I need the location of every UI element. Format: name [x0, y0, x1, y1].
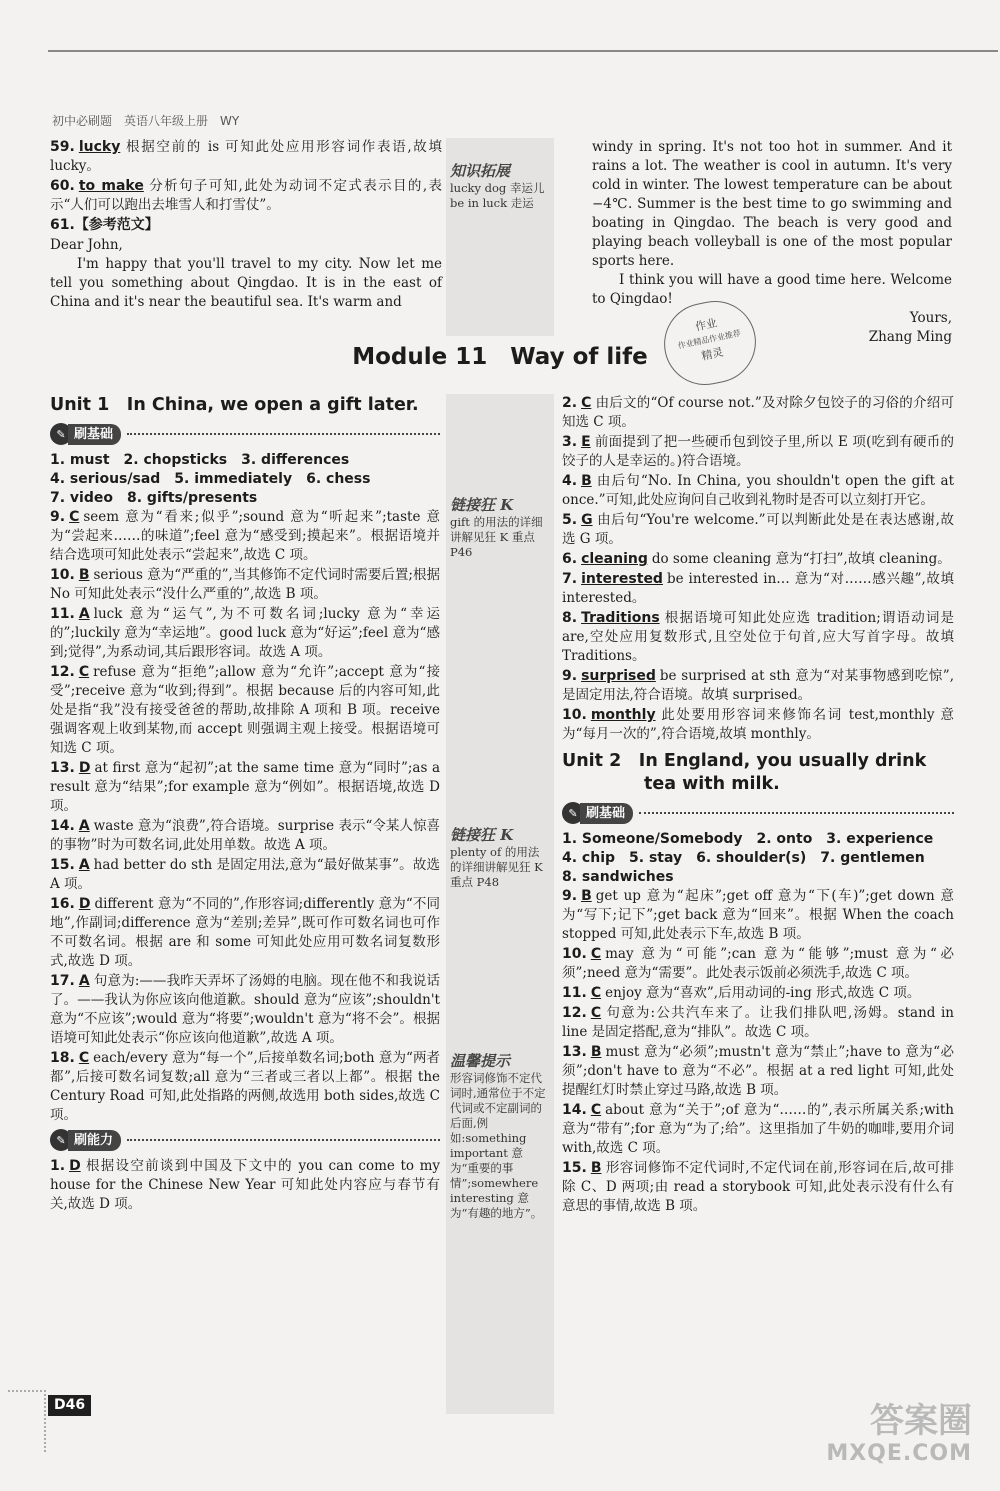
- basic-section-badge: ✎ 刷基础: [50, 423, 440, 445]
- answer-text: waste 意为“浪费”,符合语境。surprise 表示“令某人惊喜的事物”时为可数名词,此处用单数。故选 A 项。: [50, 818, 440, 853]
- answer-key: C: [590, 1102, 602, 1118]
- answer-text: 此处要用形容词来修饰名词 test,monthly 意为“每月一次的”,符合语境,故填 monthly。: [562, 707, 954, 742]
- answer-num: 15.: [50, 857, 75, 873]
- answer-item: [562, 609, 954, 666]
- answer-text: had better do sth 是固定用法,意为“最好做某事”。故选 A 项。: [50, 857, 440, 892]
- answer-num: 13.: [562, 1044, 587, 1060]
- answer-key: Traditions: [581, 610, 660, 626]
- answer-item: 59. lucky 根据空前的 is 可知此处应用形容词作表语,故填lucky。: [50, 139, 442, 174]
- top-rule: [48, 50, 998, 52]
- answer-key: surprised: [581, 668, 656, 684]
- letter-signature: Zhang Ming: [868, 329, 952, 345]
- answer-num: 1.: [50, 1158, 66, 1174]
- answer-num: 4.: [562, 473, 578, 489]
- link-block-1: [450, 498, 550, 560]
- answer-item: [562, 887, 954, 944]
- answer-num: 5.: [562, 512, 578, 528]
- answer-item: [562, 570, 954, 608]
- answer-num: 9.: [50, 509, 66, 525]
- answer-text: at first 意为“起初”;at the same time 意为“同时”;as a result 意为“结果”;for example 意为“例如”。根据语境,故选 D 项。: [50, 760, 440, 814]
- answer-key: A: [78, 606, 90, 622]
- answer-key: C: [590, 1005, 602, 1021]
- link1-body: gift 的用法的详细讲解见狂 K 重点 P46: [450, 515, 543, 559]
- corner-decoration: [8, 1390, 46, 1452]
- ability-section-badge: ✎ 刷能力: [50, 1129, 440, 1151]
- answer-item: [562, 1101, 954, 1158]
- answer-item: [50, 605, 440, 662]
- answer-key: D: [78, 896, 91, 912]
- answer-num: 10.: [562, 707, 587, 723]
- answer-text: luck 意为“运气”,为不可数名词;lucky 意为“幸运的”;luckily 意为“幸运地”。good luck 意为“好运”;feel 意为“感到;觉得”,为系动词,其后跟形容词。故选 A 项。: [50, 606, 440, 660]
- unit1-ability-list: [50, 1157, 440, 1214]
- unit1-answer-list: [50, 508, 440, 1125]
- answer-key: B: [581, 888, 592, 904]
- answer-key: E: [581, 434, 591, 450]
- module-title: Module 11 Way of life: [352, 344, 648, 370]
- answer-key: A: [78, 818, 90, 834]
- vocab-line: 7. video 8. gifts/presents: [50, 490, 258, 506]
- answer-num: 7.: [562, 571, 578, 587]
- pen-icon: ✎: [50, 1129, 72, 1151]
- answer-num: 15.: [562, 1160, 587, 1176]
- answer-key: monthly: [590, 707, 656, 723]
- answer-key: C: [590, 985, 602, 1001]
- answer-key: C: [69, 509, 80, 525]
- answer-item: [50, 817, 440, 855]
- answer-item: [562, 1159, 954, 1216]
- answer-num: 11.: [562, 985, 587, 1001]
- page-number: D46: [48, 1395, 91, 1416]
- answer-item: [562, 550, 954, 569]
- answer-text: 根据设空前谈到中国及下文中的 you can come to my house for the Chinese New Year 可知此处内容应与春节有关,故选 D 项。: [50, 1158, 440, 1212]
- answer-key: B: [581, 473, 592, 489]
- answer-num: 12.: [562, 1005, 587, 1021]
- answer-item: [562, 394, 954, 432]
- top-right-column: [592, 138, 952, 347]
- answer-num: 3.: [562, 434, 578, 450]
- letter-closing: Yours,: [909, 310, 952, 326]
- tip-block: [450, 1054, 550, 1221]
- answer-text: refuse 意为“拒绝”;allow 意为“允许”;accept 意为“接受”;receive 意为“收到;得到”。根据 because 后的内容可知,此处是指“我”没有接受爸爸的帮助,故排除 A 项和 B 项。receive 强调客观上收到某物,而 accept 则强调主观上接受。根据语境可知选 C 项。: [50, 664, 440, 756]
- answer-item: [50, 895, 440, 971]
- answer-key: A: [78, 973, 90, 989]
- answer-item: [50, 856, 440, 894]
- unit1-title: Unit 1 In China, we open a gift later.: [50, 395, 419, 415]
- answer-num: 9.: [562, 888, 578, 904]
- answer-item: [562, 1043, 954, 1100]
- vocab-line: 4. chip 5. stay 6. shoulder(s) 7. gentlemen: [562, 850, 925, 866]
- basic-section-badge: ✎ 刷基础: [562, 802, 954, 824]
- answer-key: C: [78, 1050, 90, 1066]
- unit2-title: Unit 2 In England, you usually drink tea with milk.: [562, 751, 927, 794]
- pen-icon: ✎: [50, 423, 72, 445]
- answer-text: 由后句“No. In China, you shouldn't open the gift at once.”可知,此处应询问自己收到礼物时是否可以立刻打开它。: [562, 473, 954, 508]
- answer-item: [50, 663, 440, 758]
- link-block-2: [450, 828, 550, 890]
- answer-num: 10.: [50, 567, 75, 583]
- answer-key: A: [78, 857, 90, 873]
- answer-num: 2.: [562, 395, 578, 411]
- pen-icon: ✎: [562, 802, 584, 824]
- link2-title: 链接狂 K: [450, 826, 514, 844]
- answer-key: B: [78, 567, 90, 583]
- answer-text: 由后文的“Of course not.”及对除夕包饺子的习俗的介绍可知选 C 项。: [562, 395, 954, 430]
- answer-num: 13.: [50, 760, 75, 776]
- letter-paragraph-1: I'm happy that you'll travel to my city. Now let me tell you something about Qingdao. It is in the east of China and it's near the beautiful sea. It's warm and: [50, 256, 442, 310]
- answer-text: 句意为:公共汽车来了。让我们排队吧,汤姆。stand in line 是固定搭配,意为“排队”。故选 C 项。: [562, 1005, 954, 1040]
- link-sidebar: [446, 394, 554, 1414]
- right-column: [562, 394, 954, 1217]
- answer-key: G: [581, 512, 593, 528]
- answer-text: be interested in… 意为“对……感兴趣”,故填 interested。: [562, 571, 954, 606]
- answer-item: [562, 984, 954, 1003]
- answer-text: about 意为“关于”;of 意为“……的”,表示所属关系;with 意为“带有”;for 意为“为了;给”。这里指加了牛奶的咖啡,要用介词 with,故选 C 项。: [562, 1102, 954, 1156]
- answer-text: 前面提到了把一些硬币包到饺子里,所以 E 项(吃到有硬币的饺子的人是幸运的。)符合语境。: [562, 434, 954, 469]
- vocab-line: 1. Someone/Somebody 2. onto 3. experience: [562, 831, 934, 847]
- answer-text: be surprised at sth 意为“对某事物感到吃惊”,是固定用法,符合语境。故填 surprised。: [562, 668, 954, 703]
- answer-text: do some cleaning 意为“打扫”,故填 cleaning。: [651, 551, 951, 567]
- top-left-column: [50, 138, 442, 312]
- unit2-answer-list: [562, 887, 954, 1216]
- answer-text: different 意为“不同的”,作形容词;differently 意为“不同地”,作副词;difference 意为“差别;差异”,既可作可数名词也可作不可数名词。根据 are 和 some 可知此处应用可数名词复数形式,故选 D 项。: [50, 896, 440, 969]
- answer-key: D: [78, 760, 91, 776]
- tip-title: 温馨提示: [450, 1052, 511, 1070]
- answer-key: B: [590, 1044, 602, 1060]
- answer-key: C: [78, 664, 90, 680]
- answer-item: [50, 972, 440, 1048]
- answer-num: 17.: [50, 973, 75, 989]
- letter-greeting: Dear John,: [50, 237, 123, 253]
- answer-text: seem 意为“看来;似乎”;sound 意为“听起来”;taste 意为“尝起来……的味道”;feel 意为“感受到;摸起来”。根据语境并结合选项可知此处表示“尝起来”,故选 C 项。: [50, 509, 440, 563]
- answer-num: 14.: [562, 1102, 587, 1118]
- answer-num: 9.: [562, 668, 578, 684]
- answer-item: [562, 472, 954, 510]
- answer-item: [562, 945, 954, 983]
- knowledge-body: lucky dog 幸运儿 be in luck 走运: [450, 181, 545, 210]
- answer-num: 14.: [50, 818, 75, 834]
- answer-num: 11.: [50, 606, 75, 622]
- answer-key: C: [581, 395, 592, 411]
- answer-item: 61.【参考范文】: [50, 217, 159, 233]
- knowledge-sidebar: [446, 138, 554, 336]
- answer-text: each/every 意为“每一个”,后接单数名词;both 意为“两者都”,后接可数名词复数;all 意为“三者或三者以上都”。根据 the Century Road 可知,此处指路的两侧,故选用 both sides,故选 C 项。: [50, 1050, 440, 1123]
- answer-num: 18.: [50, 1050, 75, 1066]
- watermark-logo: 答案圈 MXQE.COM: [826, 1401, 972, 1466]
- answer-text: get up 意为“起床”;get off 意为“下(车)”;get down 意为“写下;记下”;get back 意为“回来”。根据 When the coach stopped 可知,此处表示下车,故选 B 项。: [562, 888, 954, 942]
- answer-item: [562, 667, 954, 705]
- answer-item: [50, 1157, 440, 1214]
- knowledge-title: 知识拓展: [450, 162, 511, 180]
- answer-num: 12.: [50, 664, 75, 680]
- answer-item: [562, 433, 954, 471]
- answer-item: [50, 759, 440, 816]
- answer-text: serious 意为“严重的”,当其修饰不定代词时需要后置;根据 No 可知此处表示“没什么严重的”,故选 B 项。: [50, 567, 440, 602]
- answer-num: 6.: [562, 551, 578, 567]
- answer-item: [50, 508, 440, 565]
- vocab-line: 4. serious/sad 5. immediately 6. chess: [50, 471, 371, 487]
- answer-key: D: [69, 1158, 81, 1174]
- vocab-line: 1. must 2. chopsticks 3. differences: [50, 452, 350, 468]
- answer-item: [562, 706, 954, 744]
- answer-key: C: [590, 946, 602, 962]
- link2-body: plenty of 的用法的详细讲解见狂 K 重点 P48: [450, 845, 543, 889]
- letter-paragraph-2: I think you will have a good time here. Welcome to Qingdao!: [592, 272, 952, 307]
- answer-num: 8.: [562, 610, 578, 626]
- link1-title: 链接狂 K: [450, 496, 514, 514]
- answer-key: interested: [581, 571, 663, 587]
- letter-paragraph-1-continued: windy in spring. It's not too hot in summer. And it rains a lot. The weather is cool in autumn. It's very cold in winter. The lowest temperature can be about −4℃. Summer is the best time to go swimming and boating in Qingdao. The beach is very good and playing beach volleyball is one of the most popular sports here.: [592, 139, 952, 269]
- answer-text: 根据语境可知此处应选 tradition;谓语动词是 are,空处应用复数形式,且空处位于句首,应大写首字母。故填 Traditions。: [562, 610, 954, 664]
- unit1-right-answer-list: [562, 394, 954, 744]
- stamp-seal: 作业 作业精品作业推荐 精灵: [656, 293, 763, 392]
- tip-body: 形容词修饰不定代词时,通常位于不定代词或不定副词的后面,例如:something important 意为“重要的事情”;somewhere interesting 意为“有趣的地方”。: [450, 1071, 546, 1220]
- answer-num: 16.: [50, 896, 75, 912]
- answer-key: cleaning: [581, 551, 648, 567]
- answer-item: [562, 1004, 954, 1042]
- answer-key: B: [590, 1160, 602, 1176]
- vocab-line: 8. sandwiches: [562, 869, 674, 885]
- running-header: 初中必刷题 英语八年级上册 WY: [52, 114, 240, 128]
- answer-text: may 意为“可能”;can 意为“能够”;must 意为“必须”;need 意为“需要”。此处表示饭前必须洗手,故选 C 项。: [562, 946, 954, 981]
- answer-text: 句意为:——我昨天弄坏了汤姆的电脑。现在他不和我说话了。——我认为你应该向他道歉。should 意为“应该”;shouldn't 意为“不应该”;would 意为“将要”;wouldn't 意为“将不会”。根据语境可知此处表示“你应该向他道歉”,故选 A 项。: [50, 973, 440, 1046]
- left-column: [50, 394, 440, 1215]
- answer-text: must 意为“必须”;mustn't 意为“禁止”;have to 意为“必须”;don't have to 意为“不必”。根据 at a red light 可知,此处提醒红灯时禁止穿过马路,故选 B 项。: [562, 1044, 954, 1098]
- answer-text: 形容词修饰不定代词时,不定代词在前,形容词在后,故可排除 C、D 两项;由 read a storybook 可知,此处表示没有什么有意思的事情,故选 B 项。: [562, 1160, 954, 1214]
- answer-text: 由后句“You're welcome.”可以判断此处是在表达感谢,故选 G 项。: [562, 512, 954, 547]
- answer-item: [50, 566, 440, 604]
- answer-item: [50, 1049, 440, 1125]
- answer-text: enjoy 意为“喜欢”,后用动词的-ing 形式,故选 C 项。: [605, 985, 921, 1001]
- answer-item: 60. to make 分析句子可知,此处为动词不定式表示目的,表示“人们可以跑出去堆雪人和打雪仗”。: [50, 178, 442, 213]
- answer-item: [562, 511, 954, 549]
- answer-num: 10.: [562, 946, 587, 962]
